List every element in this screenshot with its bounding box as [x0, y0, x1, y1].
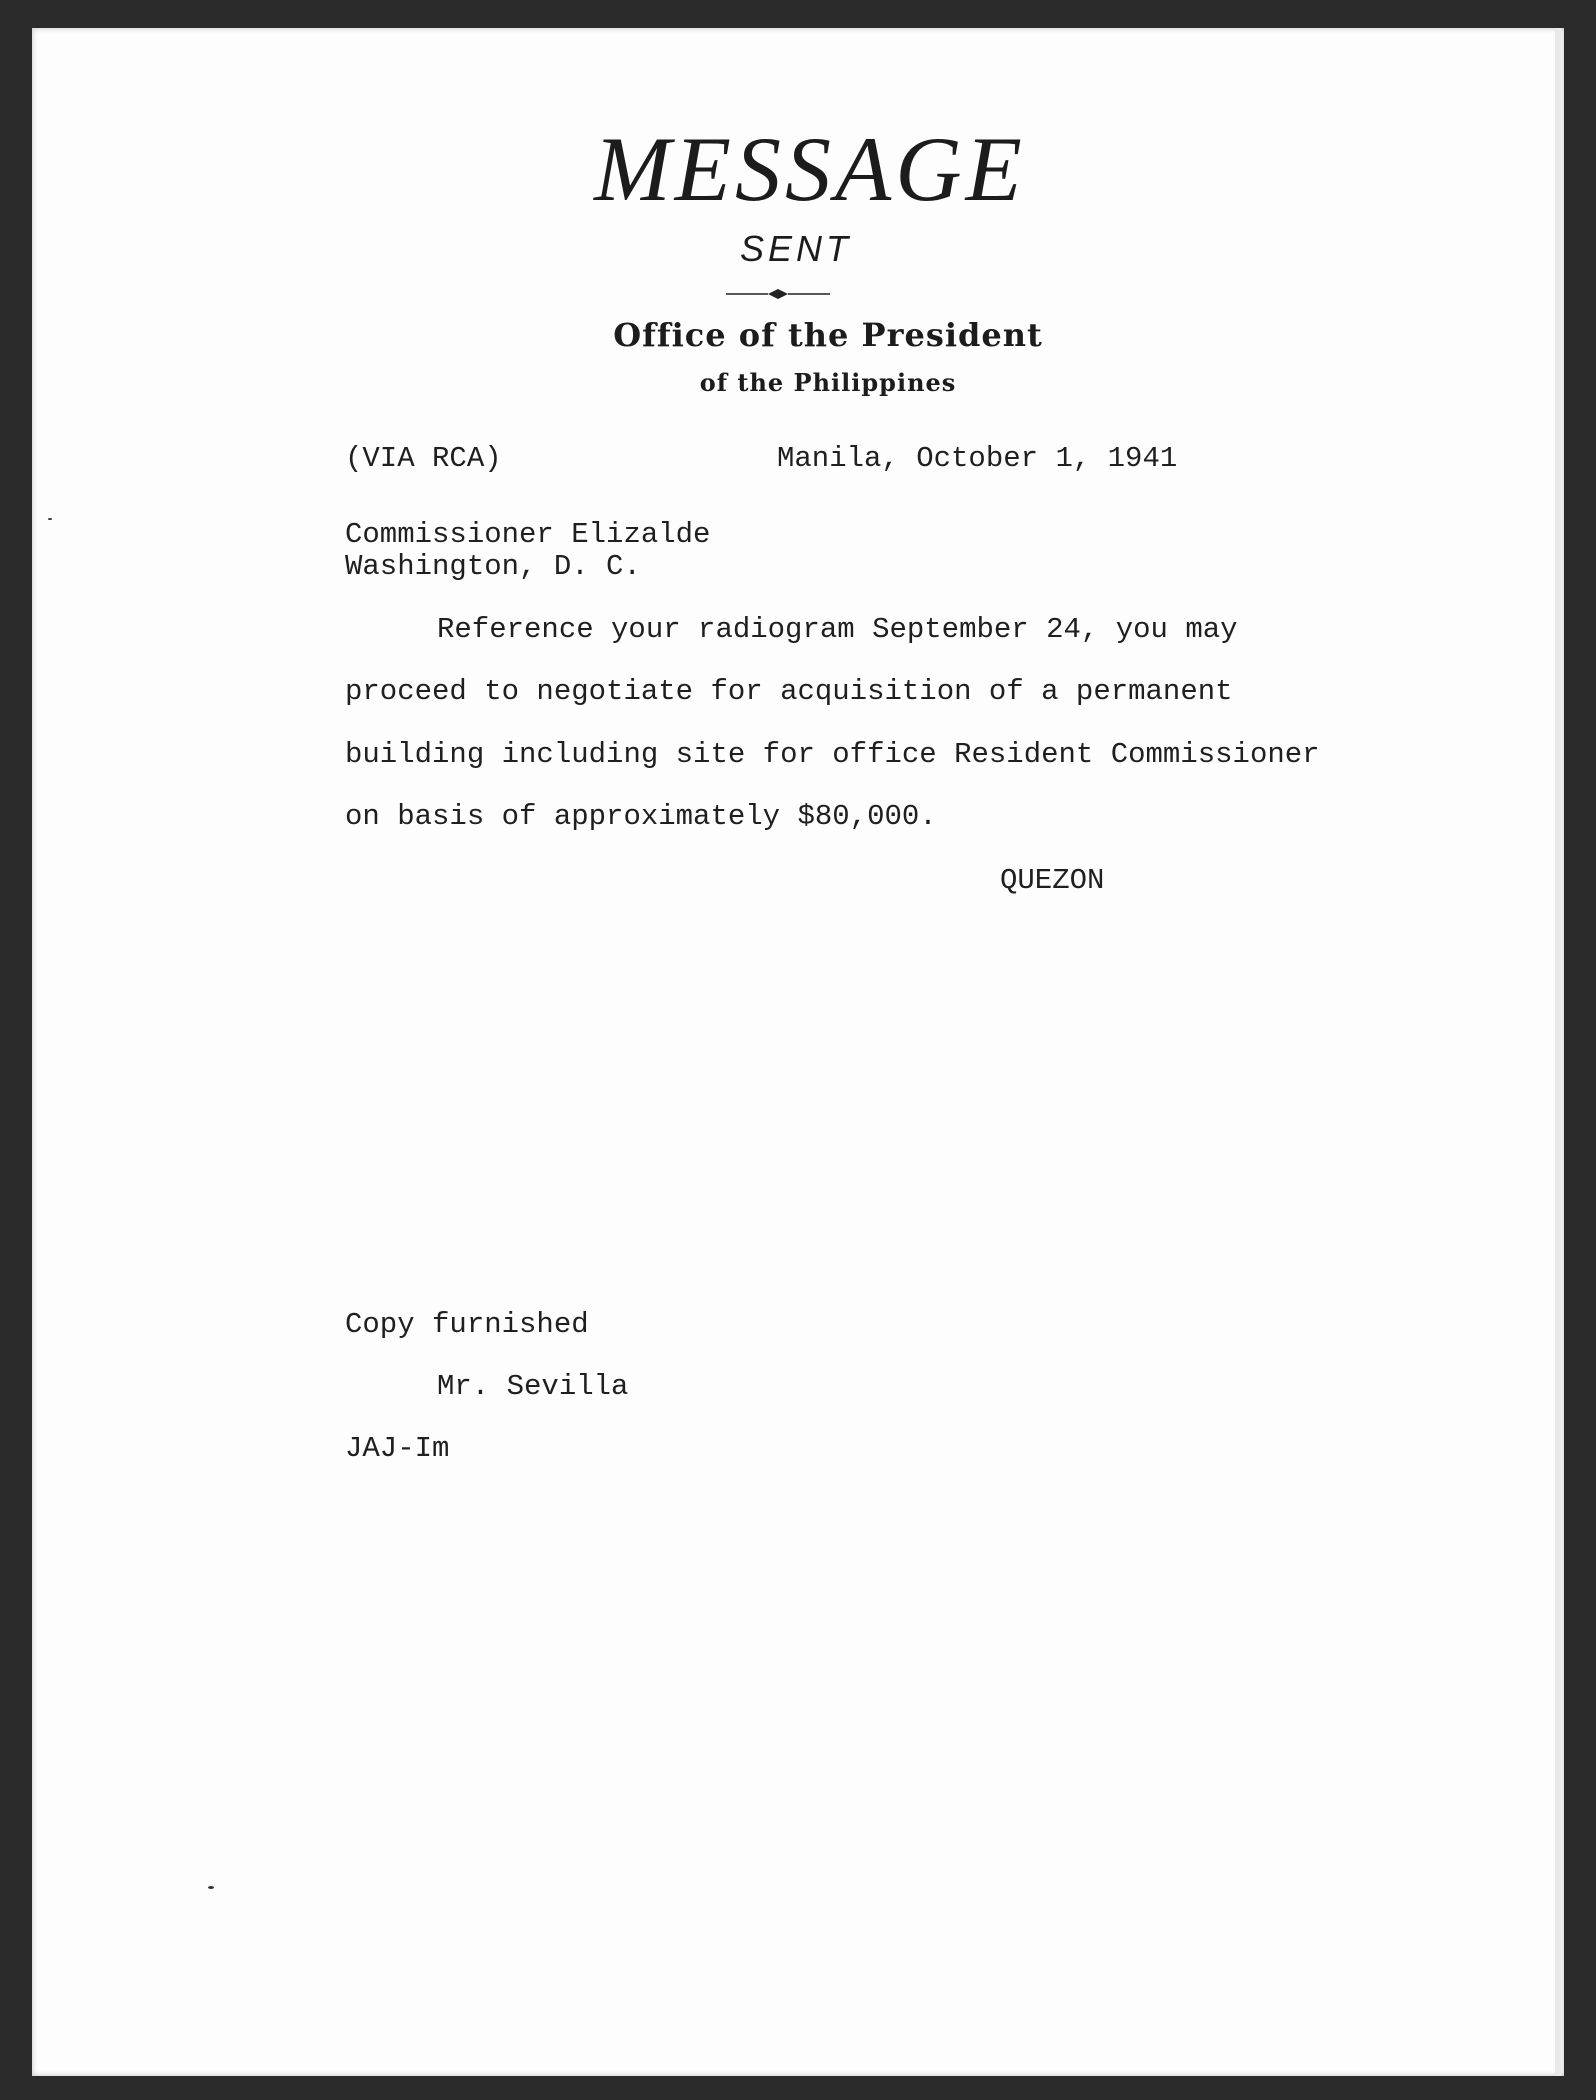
letterhead-title: MESSAGE	[594, 118, 1026, 220]
letterhead-subtitle: SENT	[739, 228, 852, 269]
copy-recipient: Mr. Sevilla	[437, 1370, 629, 1403]
body-line-3: building including site for office Resident Commissioner	[345, 738, 1320, 771]
signature: QUEZON	[1000, 864, 1105, 897]
copy-furnished-label: Copy furnished	[345, 1308, 589, 1341]
place-date: Manila, October 1, 1941	[777, 442, 1178, 475]
recipient-location: Washington, D. C.	[345, 550, 641, 583]
paper-edge	[1555, 28, 1561, 2076]
body-line-4: on basis of approximately $80,000.	[345, 800, 937, 833]
scan-speck	[208, 1886, 214, 1889]
body-line-1: Reference your radiogram September 24, you may	[437, 613, 1238, 646]
reference-initials: JAJ-Im	[345, 1432, 450, 1465]
scan-speck	[48, 518, 52, 520]
body-line-2: proceed to negotiate for acquisition of a permanent	[345, 675, 1233, 708]
recipient-name: Commissioner Elizalde	[345, 518, 711, 551]
paper-sheet	[32, 28, 1564, 2076]
office-name: Office of the President	[613, 316, 1043, 354]
divider-ornament	[726, 286, 830, 302]
transmission-method: (VIA RCA)	[345, 442, 502, 475]
office-country: of the Philippines	[699, 368, 957, 397]
